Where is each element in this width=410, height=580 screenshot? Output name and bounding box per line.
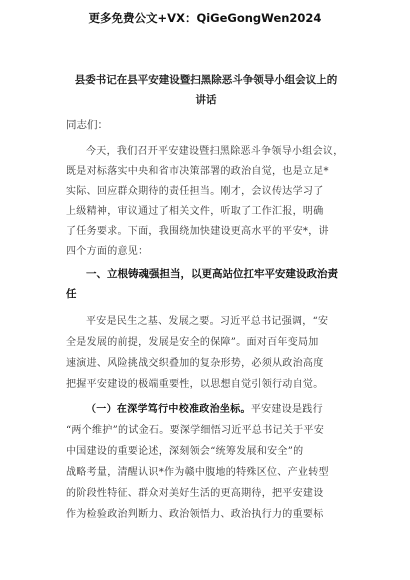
body-line: 战略考量，清醒认识*作为赣中腹地的特殊区位、产业转型 xyxy=(66,467,329,478)
title-line-2: 讲话 xyxy=(195,94,217,106)
subsection-text: 平安建设是践行 xyxy=(250,404,323,415)
body-line: 中国建设的重要论述，深刻领会“统筹发展和安全”的 xyxy=(66,446,304,457)
body-line: 实际、回应群众期待的责任担当。刚才，会议传达学习了 xyxy=(66,186,324,197)
body-line: “两个维护”的试金石。要深学细悟习近平总书记关于平安 xyxy=(66,425,325,436)
body-line: 速演进、风险挑战交织叠加的复杂形势，必须从政治高度 xyxy=(66,358,324,369)
body-line: 的阶段性特征、群众对美好生活的更高期待，把平安建设 xyxy=(66,488,324,499)
document-title xyxy=(56,70,356,110)
subsection-line xyxy=(86,400,323,415)
body-line: 作为检验政治判断力、政治领悟力、政治执行力的重要标 xyxy=(66,509,324,520)
section-heading-1-cont: 任 xyxy=(66,288,77,300)
body-line: 今天，我们召开平安建设暨扫黑除恶斗争领导小组会议， xyxy=(86,146,344,157)
body-line: 上级精神，审议通过了相关文件，听取了工作汇报，明确 xyxy=(66,206,324,217)
body-line: 了任务要求。下面，我围绕加快建设更高水平的平安*，讲 xyxy=(66,226,329,237)
section-heading-1: 一、立根铸魂强担当，以更高站位扛牢平安建设政治责 xyxy=(86,268,338,280)
body-line: 四个方面的意见： xyxy=(66,246,149,257)
promo-banner: 更多免费公文+VX：QiGeGongWen2024 xyxy=(88,11,322,25)
title-line-1: 县委书记在县平安建设暨扫黑除恶斗争领导小组会议上的 xyxy=(74,74,338,86)
greeting: 同志们： xyxy=(66,119,108,131)
subsection-heading-1: （一）在深学笃行中校准政治坐标。 xyxy=(86,404,251,415)
body-line: 把握平安建设的极端重要性，以思想自觉引领行动自觉。 xyxy=(66,379,324,390)
body-line: 既是对标落实中央和省市决策部署的政治自觉，也是立足* xyxy=(66,166,329,177)
body-line: 全是发展的前提，发展是安全的保障”。面对百年变局加 xyxy=(66,337,319,348)
body-line: 平安是民生之基、发展之要。习近平总书记强调，“安 xyxy=(86,316,329,327)
